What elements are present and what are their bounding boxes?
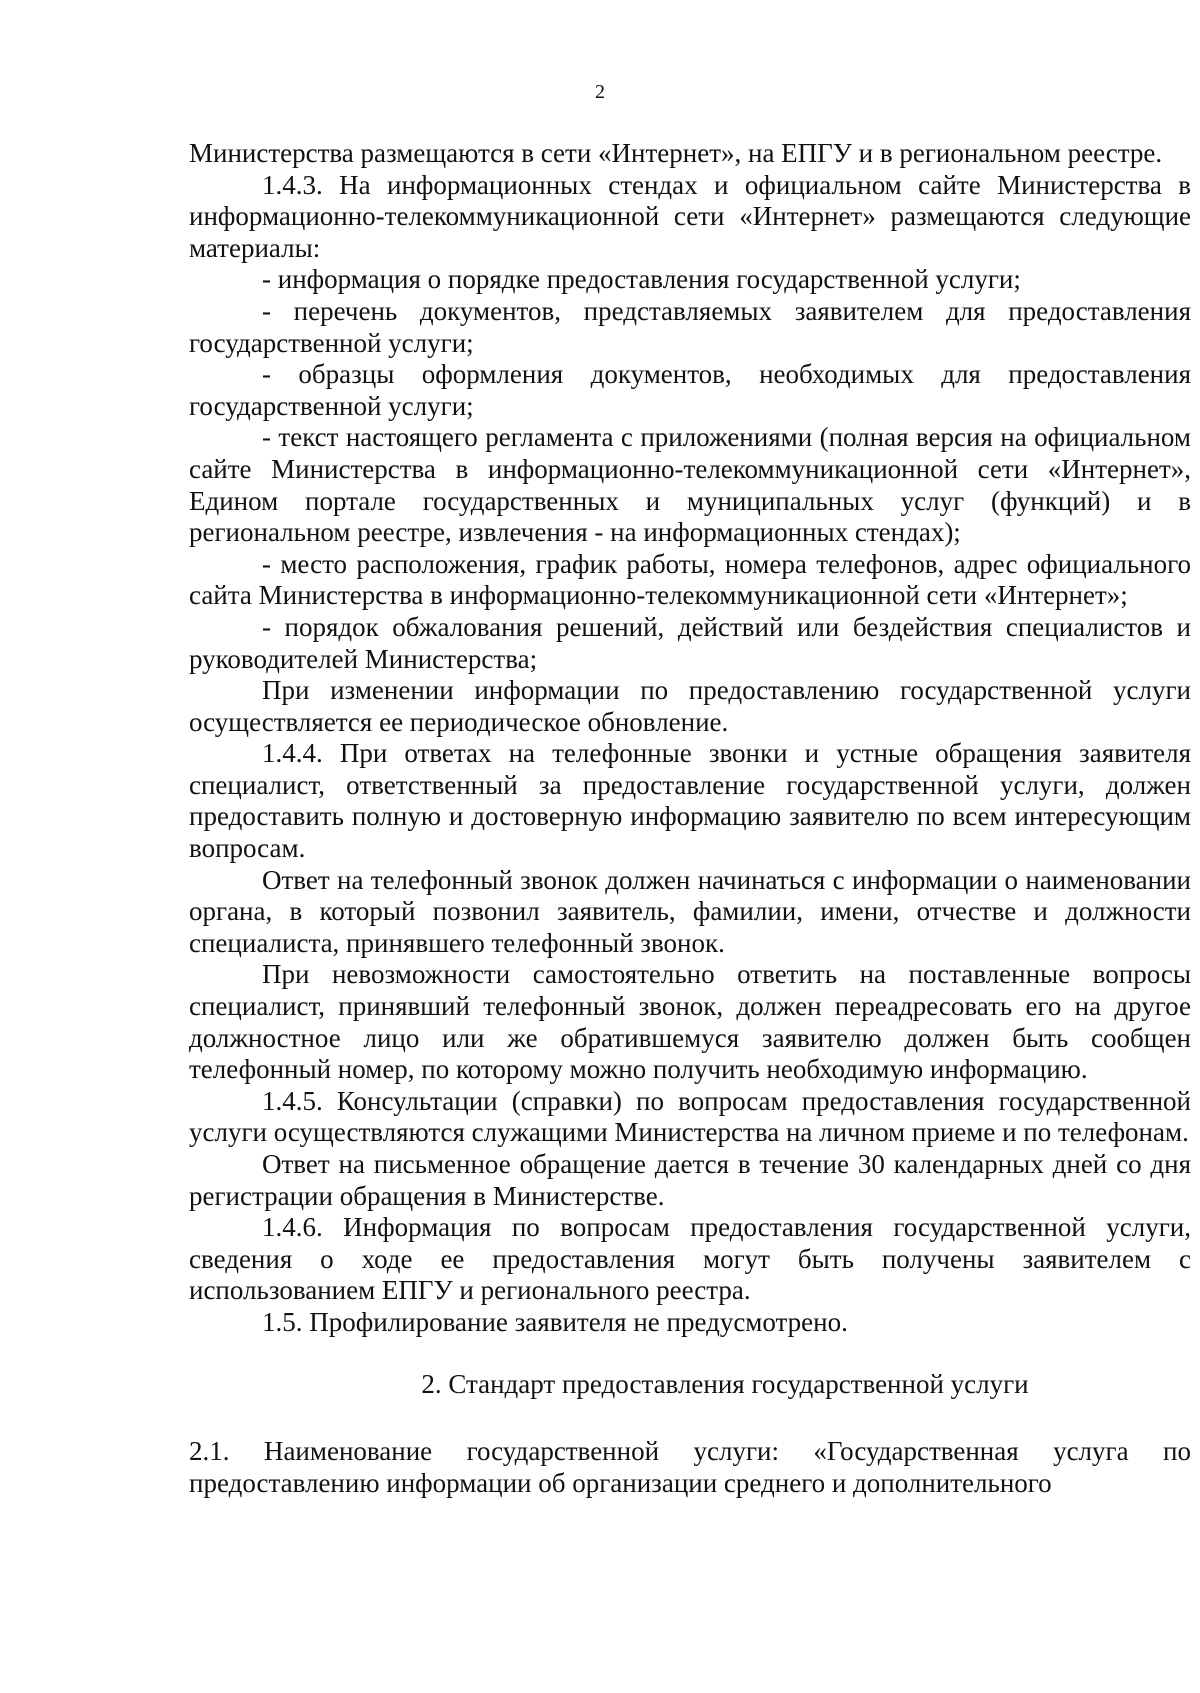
paragraph-written-answer: Ответ на письменное обращение дается в течение 30 календарных дней со дня регистрации обращения в Министерстве.	[189, 1149, 1191, 1211]
paragraph-2-1: 2.1. Наименование государственной услуги: «Государственная услуга по предоставлению информации об организации среднего и дополнительного	[189, 1436, 1191, 1498]
paragraph-1-5: 1.5. Профилирование заявителя не предусмотрено.	[262, 1306, 848, 1337]
paragraph-1-4-4: 1.4.4. При ответах на телефонные звонки и устные обращения заявителя специалист, ответственный за предоставление государственной услуги, должен предоставить полную и достоверную информацию заявителю по всем интересующим вопросам.	[189, 738, 1191, 864]
list-item-appeal-procedure: - порядок обжалования решений, действий или бездействия специалистов и руководителей Министерства;	[189, 611, 1191, 674]
page-number: 2	[595, 81, 605, 103]
list-item-regulation-text: - текст настоящего регламента с приложениями (полная версия на официальном сайте Министерства в информационно-телекоммуникационной сети «Интернет», Едином портале государственных и муниципальных услуг (функций) и в региональном реестре, извлечения - на информационных стендах);	[189, 422, 1191, 548]
section-heading: 2. Стандарт предоставления государственной услуги	[421, 1368, 1029, 1399]
paragraph-1-4-6: 1.4.6. Информация по вопросам предоставления государственной услуги, сведения о ходе ее предоставления могут быть получены заявителем с использованием ЕПГУ и регионального реестра.	[189, 1212, 1191, 1306]
list-item-location-schedule: - место расположения, график работы, номера телефонов, адрес официального сайта Министерства в информационно-телекоммуникационной сети «Интернет»;	[189, 548, 1191, 611]
document-body	[189, 138, 1191, 1499]
list-item-document-samples: - образцы оформления документов, необходимых для предоставления государственной услуги;	[189, 359, 1191, 421]
paragraph-1-4-5: 1.4.5. Консультации (справки) по вопросам предоставления государственной услуги осуществляются служащими Министерства на личном приеме и по телефонам.	[189, 1085, 1191, 1148]
paragraph-info-update: При изменении информации по предоставлению государственной услуги осуществляется ее периодическое обновление.	[189, 675, 1191, 737]
list-item-documents-list: - перечень документов, представляемых заявителем для предоставления государственной услуги;	[189, 295, 1191, 358]
list-item-procedure-info: - информация о порядке предоставления государственной услуги;	[262, 264, 1021, 295]
paragraph-redirect: При невозможности самостоятельно ответить на поставленные вопросы специалист, принявший телефонный звонок, должен переадресовать его на другое должностное лицо или же обратившемуся заявителю должен быть сообщен телефонный номер, по которому можно получить необходимую информацию.	[189, 959, 1191, 1085]
paragraph-phone-answer: Ответ на телефонный звонок должен начинаться с информации о наименовании органа, в который позвонил заявитель, фамилии, имени, отчестве и должности специалиста, принявшего телефонный звонок.	[189, 864, 1191, 958]
paragraph-1-4-3: 1.4.3. На информационных стендах и официальном сайте Министерства в информационно-телекоммуникационной сети «Интернет» размещаются следующие материалы:	[189, 169, 1191, 263]
paragraph-continuation: Министерства размещаются в сети «Интернет», на ЕПГУ и в региональном реестре.	[189, 138, 1163, 168]
